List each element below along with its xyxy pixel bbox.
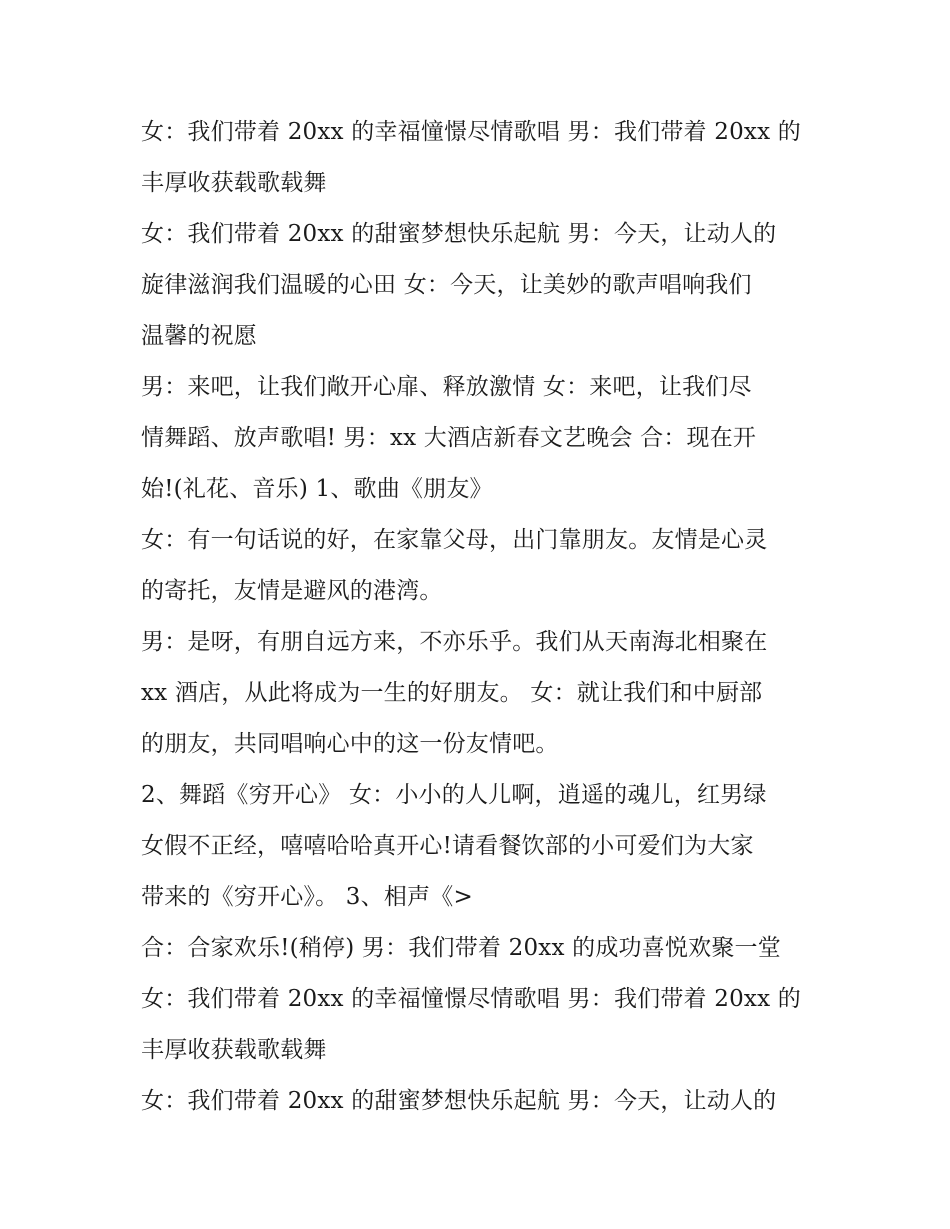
text-line: 合：合家欢乐!(稍停) 男：我们带着 20xx 的成功喜悦欢聚一堂 — [141, 935, 781, 961]
text-line: 女：我们带着 20xx 的甜蜜梦想快乐起航 男：今天，让动人的 — [141, 1088, 777, 1114]
text-line: 女：我们带着 20xx 的幸福憧憬尽情歌唱 男：我们带着 20xx 的 — [141, 986, 801, 1012]
text-line: 始!(礼花、音乐) 1、歌曲《朋友》 — [141, 476, 493, 502]
text-line: 的朋友，共同唱响心中的这一份友情吧。 — [141, 731, 559, 757]
text-line: 男：是呀，有朋自远方来，不亦乐乎。我们从天南海北相聚在 — [141, 629, 768, 655]
text-line: 旋律滋润我们温暖的心田 女：今天，让美妙的歌声唱响我们 — [141, 272, 752, 298]
text-line: 女：我们带着 20xx 的甜蜜梦想快乐起航 男：今天，让动人的 — [141, 221, 777, 247]
text-line: 女：我们带着 20xx 的幸福憧憬尽情歌唱 男：我们带着 20xx 的 — [141, 119, 801, 145]
text-line: 的寄托，友情是避风的港湾。 — [141, 578, 443, 604]
text-line: 女假不正经，嘻嘻哈哈真开心!请看餐饮部的小可爱们为大家 — [141, 833, 754, 859]
text-line: 情舞蹈、放声歌唱! 男：xx 大酒店新春文艺晚会 合：现在开 — [141, 425, 757, 451]
text-line: 丰厚收获载歌载舞 — [141, 1037, 327, 1063]
text-line: 女：有一句话说的好，在家靠父母，出门靠朋友。友情是心灵 — [141, 527, 768, 553]
document-body — [141, 107, 821, 1127]
text-line: xx 酒店，从此将成为一生的好朋友。 女：就让我们和中厨部 — [141, 680, 763, 706]
text-line: 2、舞蹈《穷开心》 女：小小的人儿啊，逍遥的魂儿，红男绿 — [141, 782, 767, 808]
text-line: 温馨的祝愿 — [141, 323, 257, 349]
text-line: 丰厚收获载歌载舞 — [141, 170, 327, 196]
text-line: 男：来吧，让我们敞开心扉、释放激情 女：来吧，让我们尽 — [141, 374, 752, 400]
text-line: 带来的《穷开心》。 3、相声《> — [141, 884, 473, 910]
